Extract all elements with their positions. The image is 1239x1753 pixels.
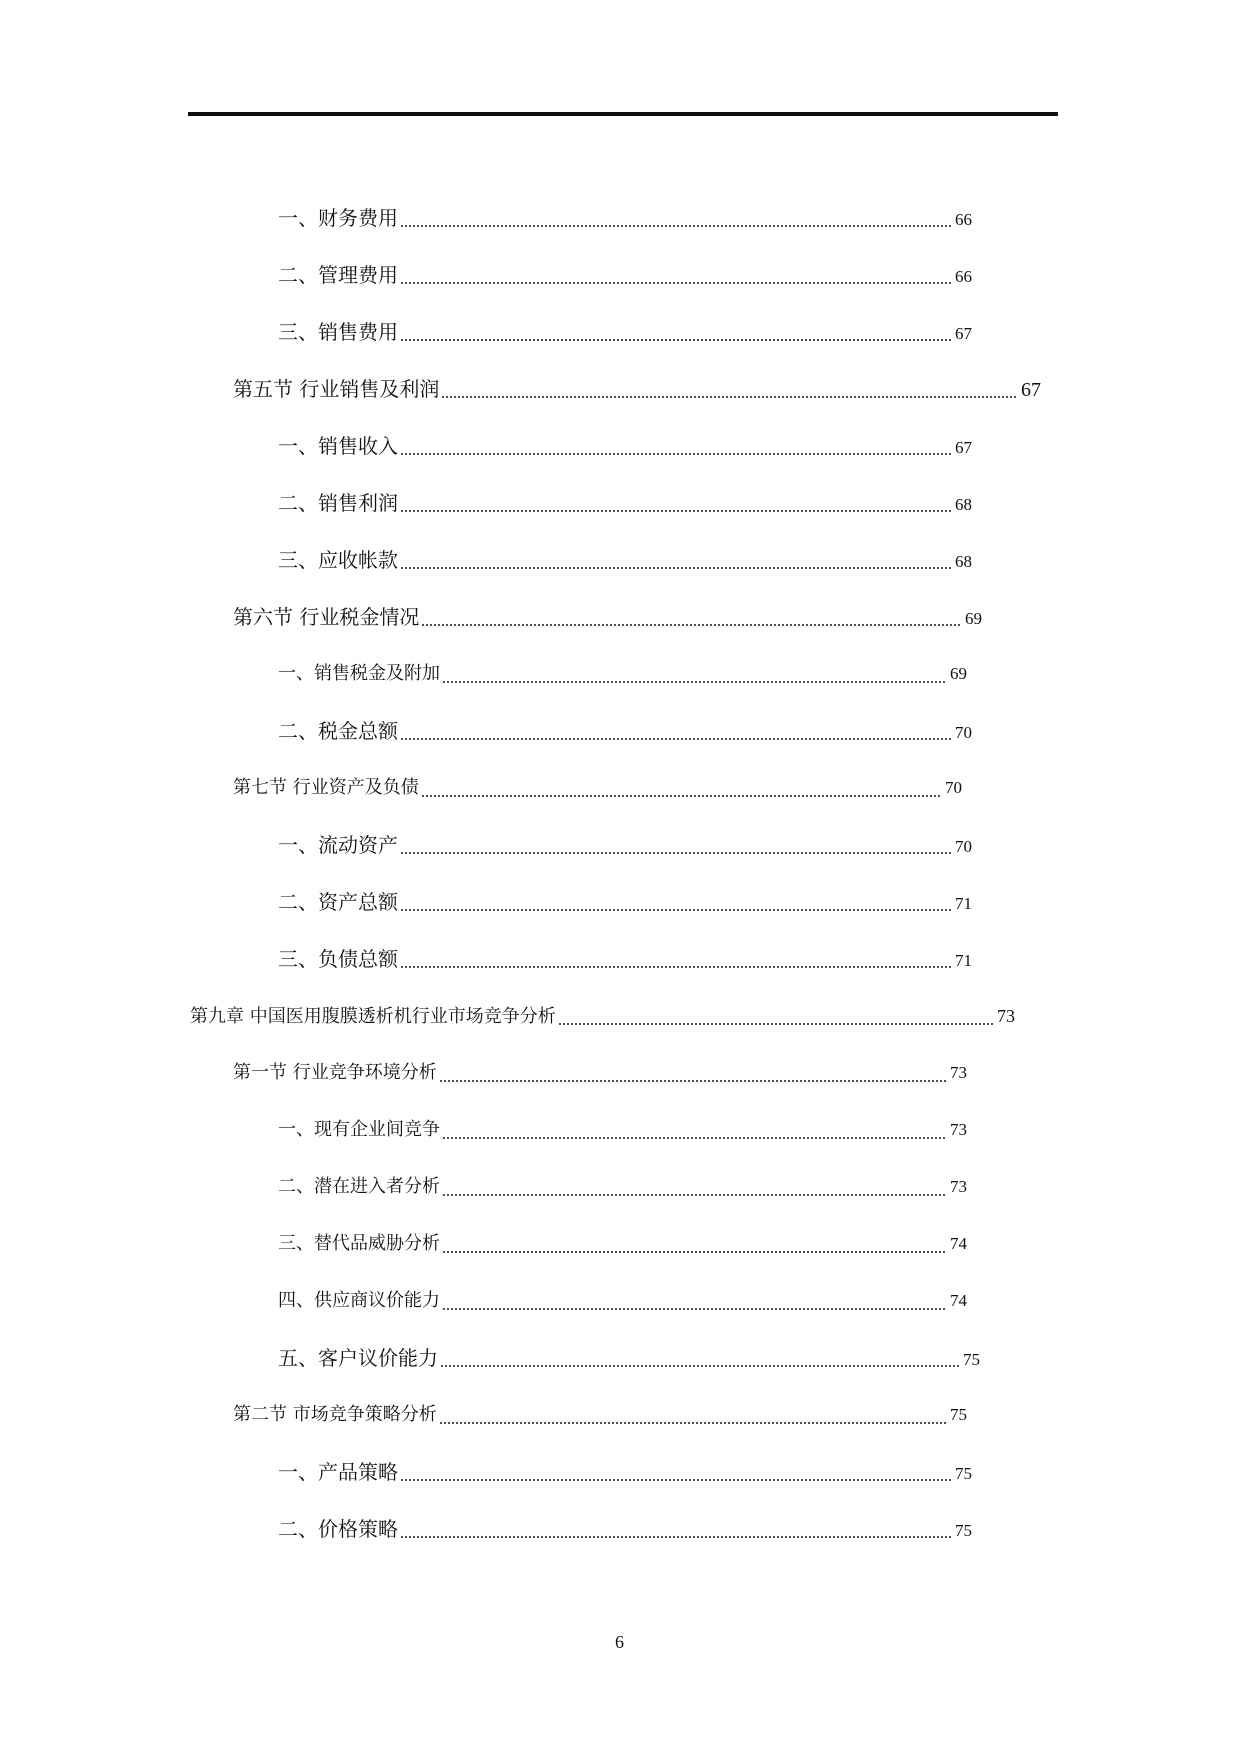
toc-entry[interactable] xyxy=(278,1509,972,1549)
toc-dot-leader xyxy=(400,966,952,968)
toc-page-number: 74 xyxy=(950,1234,967,1253)
toc-page-number: 70 xyxy=(955,837,972,856)
toc-page-number: 75 xyxy=(955,1464,972,1483)
toc-page-number: 68 xyxy=(955,552,972,571)
toc-entry-label: 一、销售收入 xyxy=(278,434,398,458)
toc-dot-leader xyxy=(421,624,962,626)
toc-entry[interactable] xyxy=(278,1452,972,1492)
toc-dot-leader xyxy=(442,1308,947,1310)
toc-page-number: 66 xyxy=(955,267,972,286)
toc-entry-label: 二、价格策略 xyxy=(278,1517,398,1541)
toc-dot-leader xyxy=(400,225,952,227)
toc-page-number: 75 xyxy=(955,1521,972,1540)
toc-entry-label: 第九章 中国医用腹膜透析机行业市场竞争分析 xyxy=(190,1006,556,1027)
toc-entry[interactable] xyxy=(278,654,967,694)
toc-dot-leader xyxy=(400,1536,952,1538)
toc-entry-label: 一、现有企业间竞争 xyxy=(278,1119,440,1140)
toc-entry[interactable] xyxy=(233,768,962,808)
toc-entry-label: 三、销售费用 xyxy=(278,320,398,344)
toc-page-number: 67 xyxy=(955,438,972,457)
toc-entry[interactable] xyxy=(278,1338,980,1378)
toc-entry-label: 三、负债总额 xyxy=(278,947,398,971)
toc-entry[interactable] xyxy=(278,882,972,922)
toc-dot-leader xyxy=(442,1251,947,1253)
toc-page-number: 69 xyxy=(950,664,967,683)
toc-entry-label: 二、资产总额 xyxy=(278,890,398,914)
toc-dot-leader xyxy=(441,396,1018,398)
toc-entry-label: 第二节 市场竞争策略分析 xyxy=(233,1404,437,1425)
toc-page-number: 73 xyxy=(950,1063,967,1082)
toc-page-number: 73 xyxy=(950,1120,967,1139)
toc-entry[interactable] xyxy=(233,369,1041,409)
toc-entry[interactable] xyxy=(278,312,972,352)
toc-entry[interactable] xyxy=(233,1395,967,1435)
toc-entry[interactable] xyxy=(278,540,972,580)
toc-page-number: 75 xyxy=(950,1405,967,1424)
toc-dot-leader xyxy=(400,738,952,740)
toc-entry[interactable] xyxy=(278,255,972,295)
toc-page-number: 70 xyxy=(945,778,962,797)
toc-page-number: 67 xyxy=(955,324,972,343)
toc-dot-leader xyxy=(439,1422,947,1424)
toc-entry[interactable] xyxy=(233,597,982,637)
toc-dot-leader xyxy=(400,339,952,341)
toc-dot-leader xyxy=(400,852,952,854)
toc-entry-label: 第七节 行业资产及负债 xyxy=(233,777,419,798)
toc-entry-label: 四、供应商议价能力 xyxy=(278,1290,440,1311)
toc-entry[interactable] xyxy=(278,1167,967,1207)
toc-entry-label: 二、销售利润 xyxy=(278,491,398,515)
toc-entry-label: 五、客户议价能力 xyxy=(278,1346,438,1370)
toc-dot-leader xyxy=(558,1023,994,1025)
toc-page-number: 68 xyxy=(955,495,972,514)
toc-page-number: 69 xyxy=(965,609,982,628)
toc-entry[interactable] xyxy=(278,1224,967,1264)
toc-dot-leader xyxy=(400,510,952,512)
toc-entry[interactable] xyxy=(278,711,972,751)
toc-entry-label: 第五节 行业销售及利润 xyxy=(233,377,440,401)
toc-page-number: 67 xyxy=(1021,379,1041,401)
toc-entry[interactable] xyxy=(278,483,972,523)
toc-page-number: 71 xyxy=(955,894,972,913)
toc-entry-label: 第六节 行业税金情况 xyxy=(233,605,420,629)
page-number: 6 xyxy=(615,1632,624,1652)
toc-entry-label: 一、销售税金及附加 xyxy=(278,663,440,684)
toc-entry[interactable] xyxy=(278,939,972,979)
toc-page-number: 66 xyxy=(955,210,972,229)
toc-dot-leader xyxy=(442,1194,947,1196)
toc-page-number: 74 xyxy=(950,1291,967,1310)
toc-entry-label: 一、流动资产 xyxy=(278,833,398,857)
toc-entry-label: 第一节 行业竞争环境分析 xyxy=(233,1062,437,1083)
toc-dot-leader xyxy=(439,1080,947,1082)
toc-page-number: 73 xyxy=(950,1177,967,1196)
toc-page-number: 75 xyxy=(963,1350,980,1369)
toc-entry-label: 一、财务费用 xyxy=(278,206,398,230)
toc-entry[interactable] xyxy=(278,426,972,466)
toc-dot-leader xyxy=(400,1479,952,1481)
toc-dot-leader xyxy=(421,795,942,797)
toc-dot-leader xyxy=(400,453,952,455)
toc-page-number: 73 xyxy=(997,1006,1015,1026)
toc-entry-label: 三、应收帐款 xyxy=(278,548,398,572)
toc-page-number: 70 xyxy=(955,723,972,742)
toc-entry-label: 一、产品策略 xyxy=(278,1460,398,1484)
toc-entry-label: 二、税金总额 xyxy=(278,719,398,743)
toc-dot-leader xyxy=(440,1365,960,1367)
toc-entry-label: 二、管理费用 xyxy=(278,263,398,287)
toc-dot-leader xyxy=(400,909,952,911)
toc-entry[interactable] xyxy=(278,198,972,238)
toc-dot-leader xyxy=(400,567,952,569)
toc-entry[interactable] xyxy=(278,825,972,865)
toc-entry-chapter[interactable] xyxy=(190,996,1015,1036)
toc-entry[interactable] xyxy=(233,1053,967,1093)
toc-entry[interactable] xyxy=(278,1110,967,1150)
toc-entry[interactable] xyxy=(278,1281,967,1321)
toc-dot-leader xyxy=(442,1137,947,1139)
toc-page-number: 71 xyxy=(955,951,972,970)
toc-dot-leader xyxy=(400,282,952,284)
toc-entry-label: 三、替代品威胁分析 xyxy=(278,1233,440,1254)
toc-entry-label: 二、潜在进入者分析 xyxy=(278,1176,440,1197)
toc-dot-leader xyxy=(442,681,947,683)
